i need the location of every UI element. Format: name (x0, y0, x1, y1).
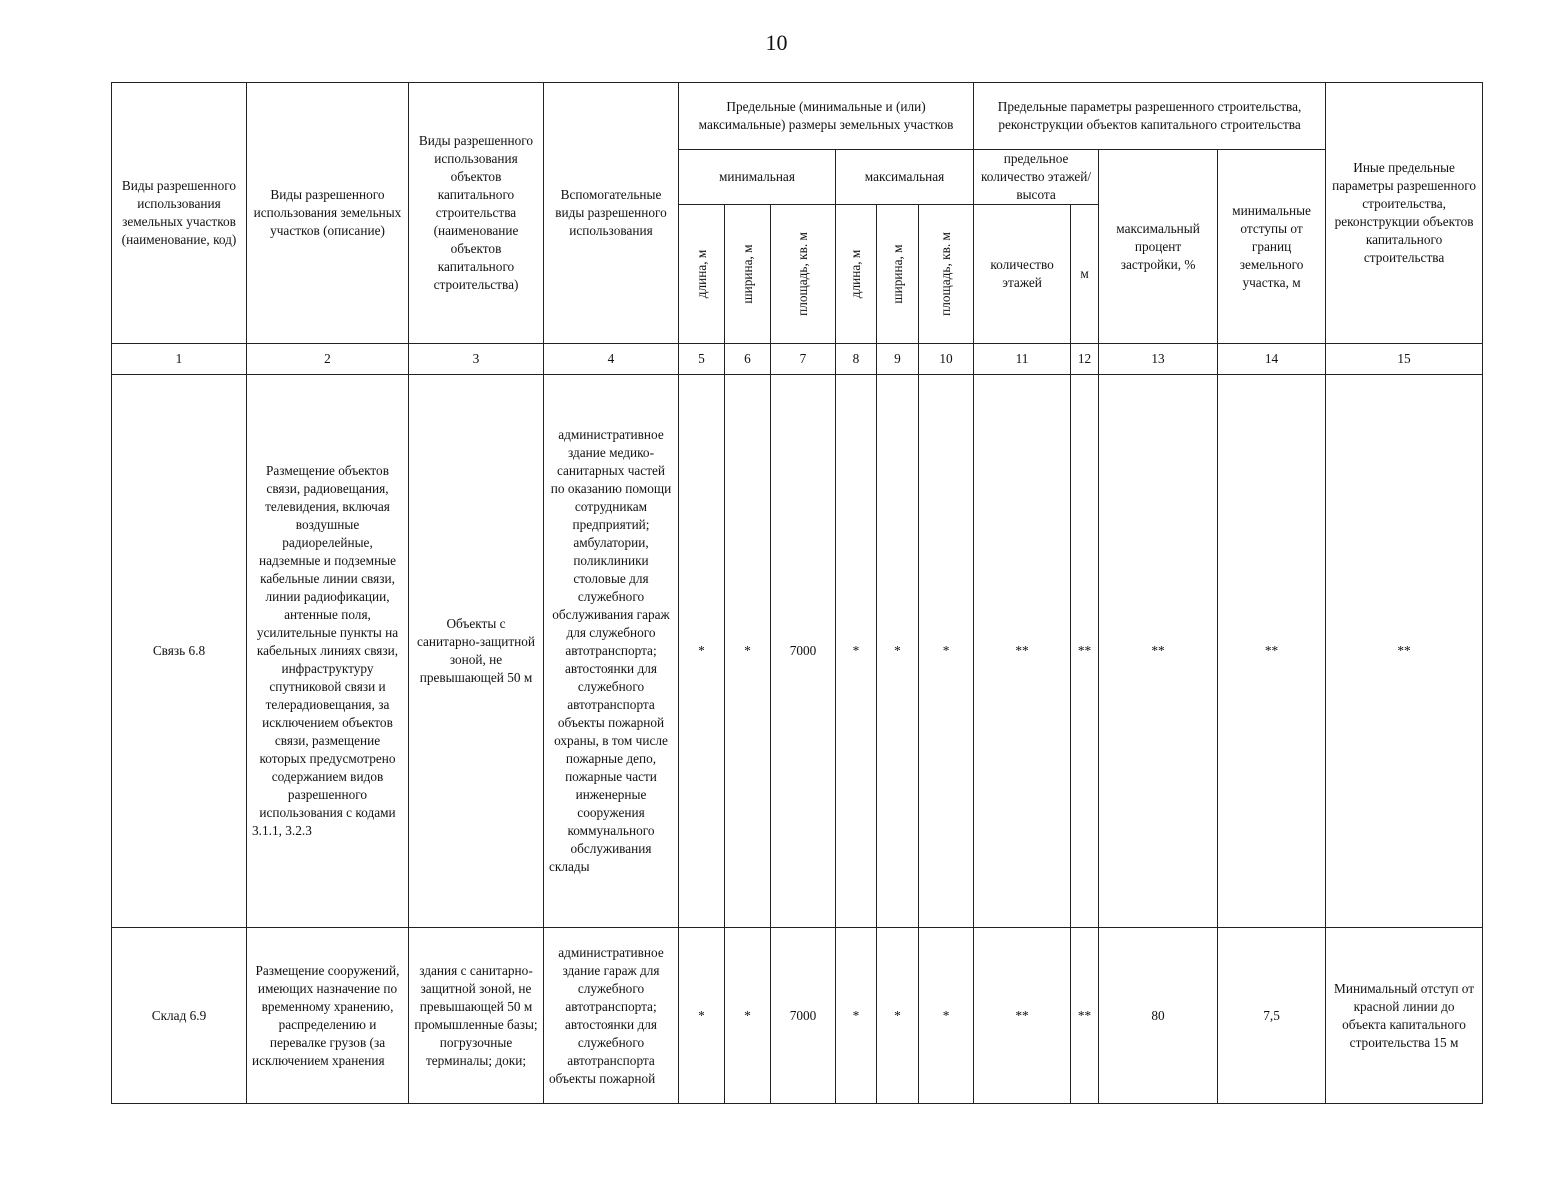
column-number: 3 (409, 344, 544, 375)
header-group-params: Предельные параметры разрешенного строительства, реконструкции объектов капитального строительства (974, 83, 1326, 150)
column-number: 6 (725, 344, 771, 375)
row-max-length: * (836, 928, 877, 1104)
row-max-area: * (919, 375, 974, 928)
header-max-width: ширина, м (877, 205, 919, 344)
row-name: Склад 6.9 (112, 928, 247, 1104)
page-number: 10 (765, 30, 788, 55)
row-description: Размещение объектов связи, радиовещания, телевидения, включая воздушные радиорелейные, надземные и подземные кабельные линии связи, линии радиофикации, антенные поля, усилительные пункты на кабельных линиях связи, инфраструктуру спутниковой связи и телерадиовещания, за исключением объектов связи, размещение которых предусмотрено содержанием видов разрешенного использования с кодами 3.1.1, 3.2.3 (247, 375, 409, 928)
column-number: 13 (1099, 344, 1218, 375)
row-max-length: * (836, 375, 877, 928)
header-maximal: максимальная (836, 150, 974, 205)
row-offsets: ** (1218, 375, 1326, 928)
column-number: 15 (1326, 344, 1483, 375)
header-min-offsets: минимальные отступы от границ земельного участка, м (1218, 150, 1326, 344)
row-min-width: * (725, 375, 771, 928)
row-objects: здания с санитарно-защитной зоной, не превышающей 50 м промышленные базы; погрузочные терминалы; доки; (409, 928, 544, 1104)
row-height: ** (1071, 928, 1099, 1104)
header-col3: Виды разрешенного использования объектов капитального строительства (наименование объектов капитального строительства) (409, 83, 544, 344)
row-name: Связь 6.8 (112, 375, 247, 928)
header-col1: Виды разрешенного использования земельных участков (наименование, код) (112, 83, 247, 344)
land-use-table (111, 82, 1483, 1104)
row-description: Размещение сооружений, имеющих назначение по временному хранению, распределению и перевалке грузов (за исключением хранения (247, 928, 409, 1104)
header-group-sizes: Предельные (минимальные и (или) максимальные) размеры земельных участков (679, 83, 974, 150)
header-min-length: длина, м (679, 205, 725, 344)
header-max-area: площадь, кв. м (919, 205, 974, 344)
row-min-area: 7000 (771, 928, 836, 1104)
row-auxiliary: административное здание гараж для служебного автотранспорта; автостоянки для служебного автотранспорта объекты пожарной (544, 928, 679, 1104)
row-auxiliary: административное здание медико-санитарных частей по оказанию помощи сотрудникам предприятий; амбулатории, поликлиники столовые для служебного обслуживания гараж для служебного автотранспорта; автостоянки для служебного автотранспорта объекты пожарной охраны, в том числе пожарные депо, пожарные части инженерные сооружения коммунального обслуживания склады (544, 375, 679, 928)
header-max-length: длина, м (836, 205, 877, 344)
header-min-width: ширина, м (725, 205, 771, 344)
row-min-length: * (679, 375, 725, 928)
row-height: ** (1071, 375, 1099, 928)
header-col15: Иные предельные параметры разрешенного строительства, реконструкции объектов капитального строительства (1326, 83, 1483, 344)
row-max-width: * (877, 375, 919, 928)
column-number: 2 (247, 344, 409, 375)
column-number: 9 (877, 344, 919, 375)
header-floors-count: количество этажей (974, 205, 1071, 344)
row-min-length: * (679, 928, 725, 1104)
row-min-area: 7000 (771, 375, 836, 928)
header-col2: Виды разрешенного использования земельных участков (описание) (247, 83, 409, 344)
column-number: 8 (836, 344, 877, 375)
row-objects: Объекты с санитарно-защитной зоной, не превышающей 50 м (409, 375, 544, 928)
row-other: ** (1326, 375, 1483, 928)
column-number: 14 (1218, 344, 1326, 375)
row-floors: ** (974, 928, 1071, 1104)
column-number: 12 (1071, 344, 1099, 375)
row-max-width: * (877, 928, 919, 1104)
header-col4: Вспомогательные виды разрешенного использования (544, 83, 679, 344)
column-number: 7 (771, 344, 836, 375)
row-percent: ** (1099, 375, 1218, 928)
column-number: 1 (112, 344, 247, 375)
table-row (112, 928, 1483, 1104)
row-offsets: 7,5 (1218, 928, 1326, 1104)
header-floors-height: предельное количество этажей/высота (974, 150, 1099, 205)
header-height-m: м (1071, 205, 1099, 344)
column-numbers-row (112, 344, 1483, 375)
column-number: 4 (544, 344, 679, 375)
row-percent: 80 (1099, 928, 1218, 1104)
header-min-area: площадь, кв. м (771, 205, 836, 344)
header-max-percent: максимальный процент застройки, % (1099, 150, 1218, 344)
column-number: 11 (974, 344, 1071, 375)
row-other: Минимальный отступ от красной линии до объекта капитального строительства 15 м (1326, 928, 1483, 1104)
row-floors: ** (974, 375, 1071, 928)
row-min-width: * (725, 928, 771, 1104)
column-number: 10 (919, 344, 974, 375)
column-number: 5 (679, 344, 725, 375)
row-max-area: * (919, 928, 974, 1104)
header-minimal: минимальная (679, 150, 836, 205)
table-row (112, 375, 1483, 928)
